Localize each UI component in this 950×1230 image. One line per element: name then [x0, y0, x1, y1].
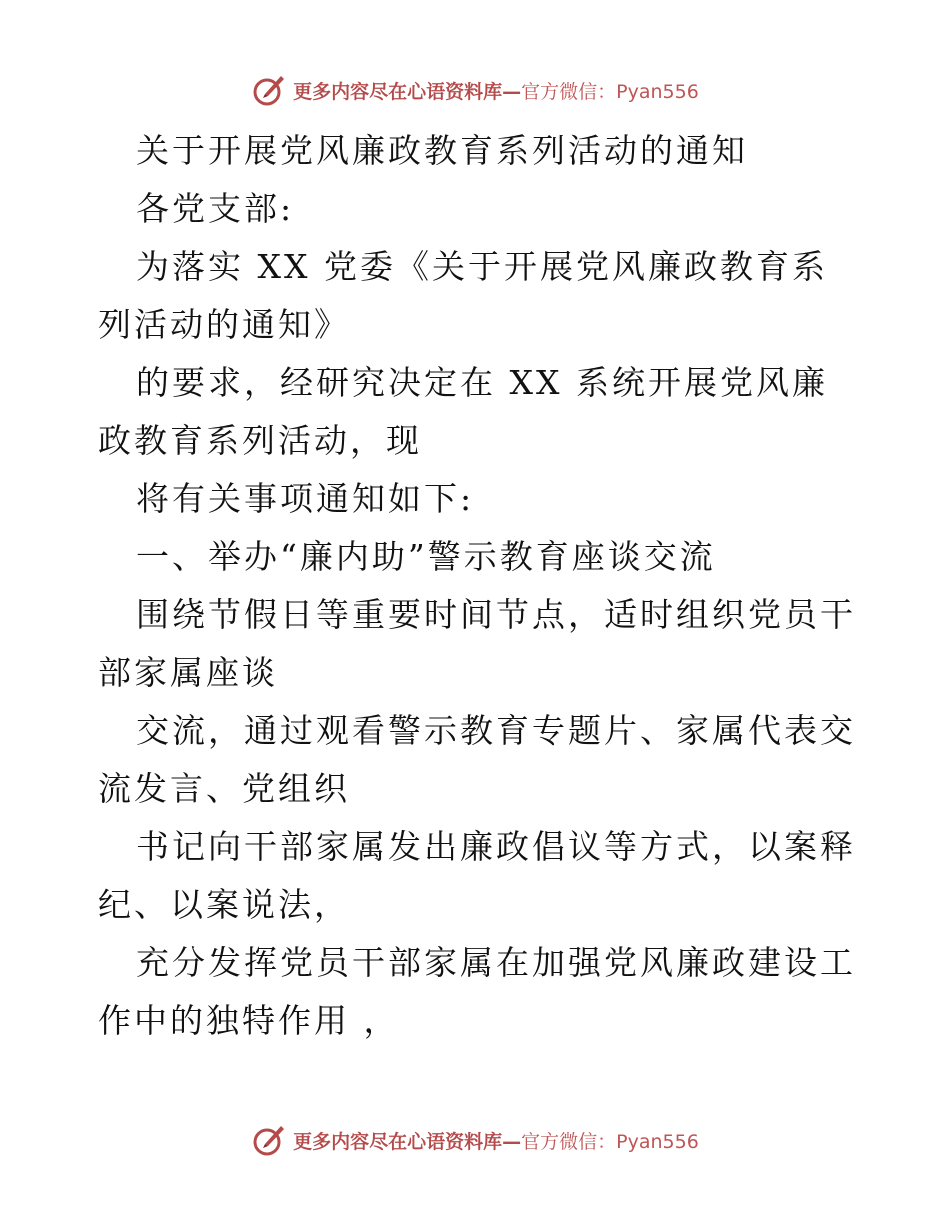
salutation: 各党支部:: [136, 189, 295, 228]
paragraph-3: 将有关事项通知如下:: [136, 479, 475, 518]
paragraph-4: 围绕节假日等重要时间节点，适时组织党员干部家属座谈: [98, 595, 856, 692]
footer-banner: [0, 1120, 950, 1160]
header-wechat-text: 官方微信：Pyan556: [521, 80, 699, 103]
header-dash: —: [502, 80, 522, 103]
paragraph-1: 为落实 XX 党委《关于开展党风廉政教育系列活动的通知》: [98, 247, 828, 344]
paragraph-6: 书记向干部家属发出廉政倡议等方式，以案释纪、以案说法，: [98, 827, 856, 924]
footer-dash: —: [502, 1130, 522, 1153]
paragraph-5: 交流，通过观看警示教育专题片、家属代表交流发言、党组织: [98, 711, 856, 808]
header-main-text: 更多内容尽在心语资料库: [293, 80, 503, 103]
header-text: [293, 77, 699, 104]
paragraph-2: 的要求，经研究决定在 XX 系统开展党风廉政教育系列活动，现: [98, 363, 828, 460]
document-body: [98, 122, 858, 1050]
section-heading-1: 一、举办“廉内助”警示教育座谈交流: [136, 537, 716, 576]
quill-pen-circle-icon: [251, 72, 287, 108]
footer-wechat-text: 官方微信：Pyan556: [521, 1130, 699, 1153]
header-banner: [0, 70, 950, 110]
document-title: 关于开展党风廉政教育系列活动的通知: [136, 131, 748, 170]
footer-text: [293, 1127, 699, 1154]
paragraph-7: 充分发挥党员干部家属在加强党风廉政建设工作中的独特作用 ，: [98, 943, 856, 1040]
quill-pen-circle-icon: [251, 1122, 287, 1158]
footer-main-text: 更多内容尽在心语资料库: [293, 1130, 503, 1153]
